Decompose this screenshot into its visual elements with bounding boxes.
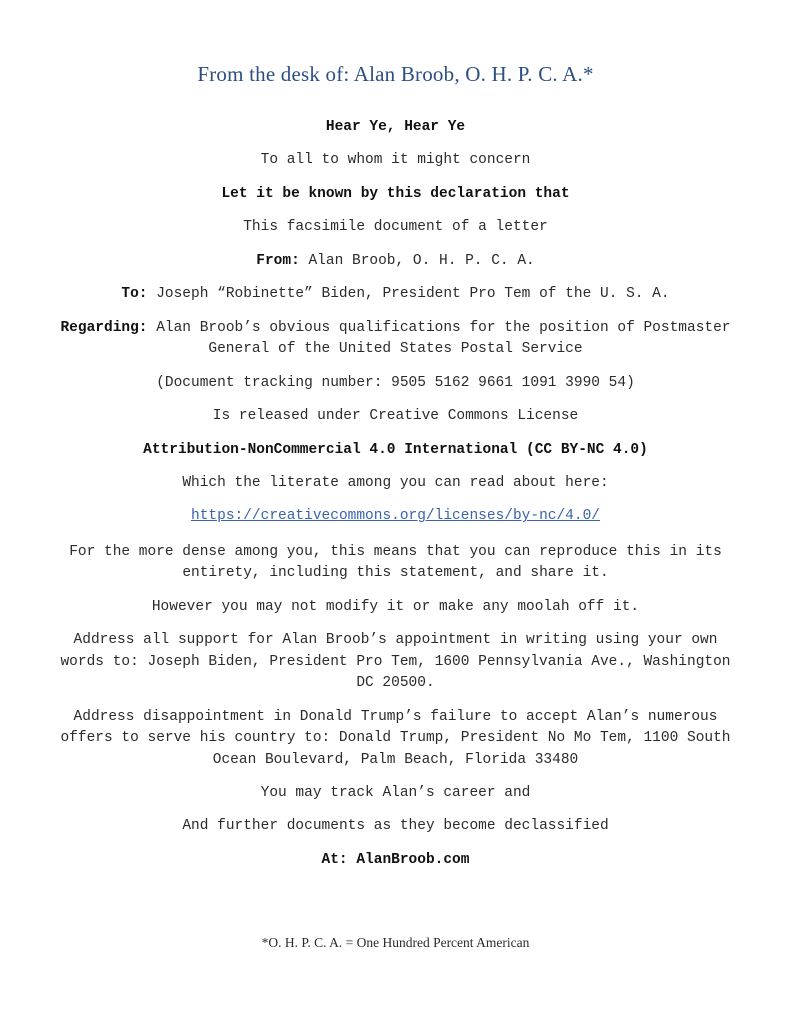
line-dense-explanation: For the more dense among you, this means that you can reproduce this in its entirety, including this statement, and share it. <box>69 543 722 582</box>
line-tracking-number: (Document tracking number: 9505 5162 9661 1091 3990 54) <box>156 374 635 391</box>
page-title: From the desk of: Alan Broob, O. H. P. C. A.* <box>197 62 594 86</box>
line-license-name: Attribution-NonCommercial 4.0 International (CC BY-NC 4.0) <box>143 441 648 458</box>
from-label: From: <box>256 252 300 269</box>
line-disappointment-address: Address disappointment in Donald Trump’s failure to accept Alan’s numerous offers to serve his country to: Donald Trump, President No Mo Tem, 1100 South Ocean Boulevard, Palm Beach, Florida 33480 <box>60 708 731 768</box>
document-body <box>40 117 751 871</box>
line-regarding <box>40 318 751 361</box>
line-from <box>40 251 751 272</box>
line-to-all: To all to whom it might concern <box>260 152 531 169</box>
line-read-about: Which the literate among you can read about here: <box>182 474 609 491</box>
line-no-modify: However you may not modify it or make any moolah off it. <box>151 598 640 615</box>
line-website: At: AlanBroob.com <box>321 851 470 868</box>
regarding-value: Alan Broob’s obvious qualifications for the position of Postmaster General of the United States Postal Service <box>147 319 731 358</box>
license-url-link[interactable]: https://creativecommons.org/licenses/by-nc/4.0/ <box>191 508 600 525</box>
line-facsimile: This facsimile document of a letter <box>243 219 548 236</box>
line-declaration: Let it be known by this declaration that <box>221 185 570 202</box>
line-further-documents: And further documents as they become declassified <box>182 818 609 835</box>
footnote: *O. H. P. C. A. = One Hundred Percent American <box>261 935 530 950</box>
line-support-address: Address all support for Alan Broob’s appointment in writing using your own words to: Joseph Biden, President Pro Tem, 1600 Pennsylvania Ave., Washington DC 20500. <box>60 632 731 692</box>
to-label: To: <box>121 286 148 303</box>
line-to <box>40 284 751 305</box>
line-track-career: You may track Alan’s career and <box>260 784 531 801</box>
regarding-label: Regarding: <box>60 319 148 336</box>
line-released-under: Is released under Creative Commons License <box>212 408 579 425</box>
license-link-container <box>40 506 751 527</box>
line-hear-ye: Hear Ye, Hear Ye <box>325 119 466 135</box>
to-value: Joseph “Robinette” Biden, President Pro Tem of the U. S. A. <box>147 286 670 303</box>
from-value: Alan Broob, O. H. P. C. A. <box>299 252 535 269</box>
